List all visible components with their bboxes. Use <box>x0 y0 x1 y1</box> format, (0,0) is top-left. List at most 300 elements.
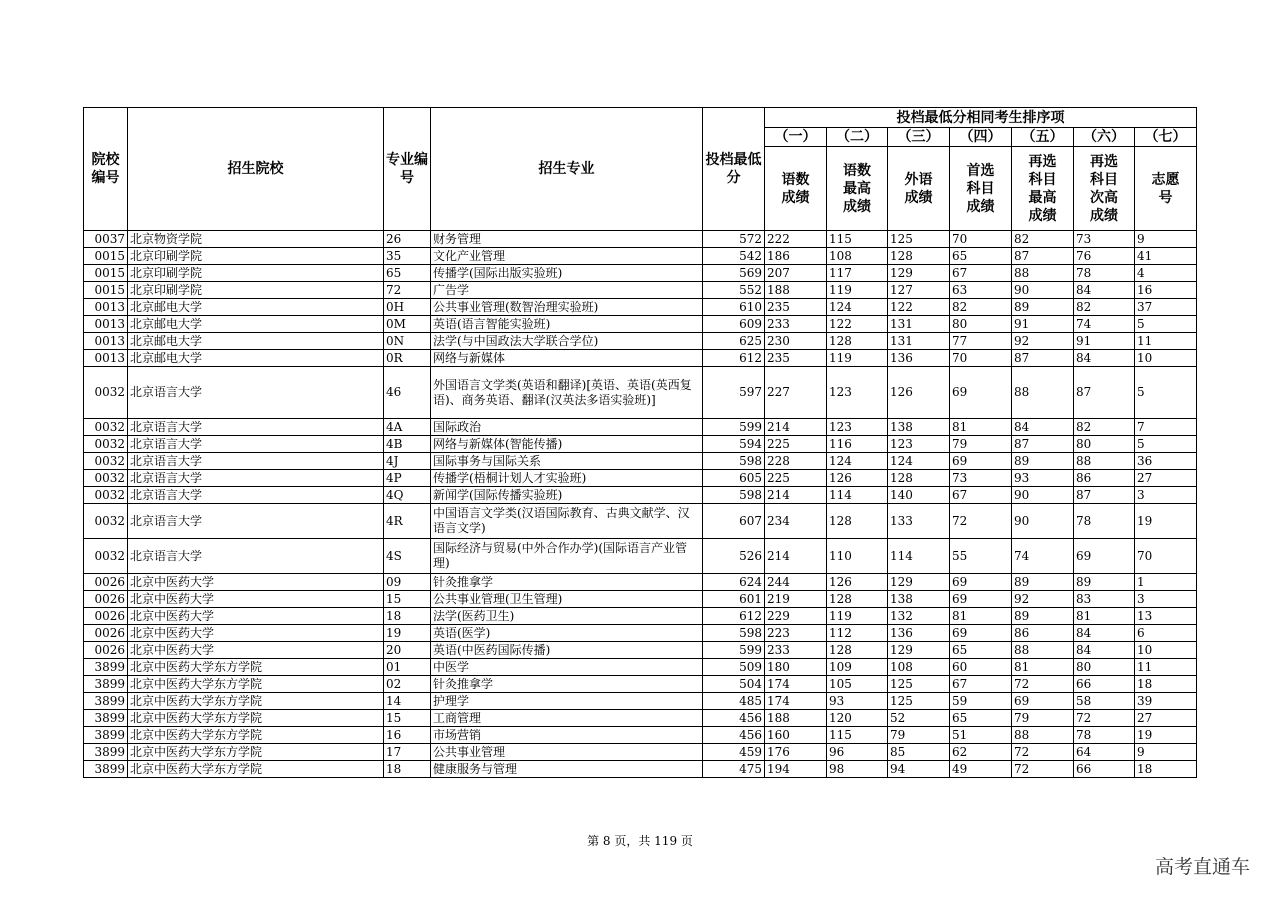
college-cell: 北京语言大学 <box>128 487 384 504</box>
major-cell: 法学(医药卫生) <box>431 608 703 625</box>
major-code-cell: 0N <box>384 333 431 350</box>
major-code-cell: 18 <box>384 608 431 625</box>
min-score-cell: 624 <box>703 574 765 591</box>
table-row <box>84 693 1197 710</box>
header-order: （二） <box>827 128 888 147</box>
major-cell: 公共事业管理(数智治理实验班) <box>431 299 703 316</box>
criterion-1-cell: 180 <box>765 659 827 676</box>
criterion-3-cell: 129 <box>888 574 950 591</box>
criterion-2-cell: 120 <box>827 710 888 727</box>
criterion-7-cell: 6 <box>1135 625 1197 642</box>
criterion-5-cell: 90 <box>1012 487 1074 504</box>
criterion-2-cell: 115 <box>827 727 888 744</box>
criterion-2-cell: 108 <box>827 248 888 265</box>
criterion-5-cell: 88 <box>1012 727 1074 744</box>
major-code-cell: 0R <box>384 350 431 367</box>
college-code-cell: 0032 <box>84 436 128 453</box>
criterion-7-cell: 3 <box>1135 487 1197 504</box>
major-cell: 英语(中医药国际传播) <box>431 642 703 659</box>
criterion-6-cell: 78 <box>1074 265 1135 282</box>
college-code-cell: 0026 <box>84 642 128 659</box>
college-code-cell: 0013 <box>84 333 128 350</box>
header-order: （七） <box>1135 128 1197 147</box>
table-row <box>84 333 1197 350</box>
criterion-7-cell: 11 <box>1135 659 1197 676</box>
major-code-cell: 15 <box>384 591 431 608</box>
criterion-4-cell: 69 <box>950 625 1012 642</box>
college-cell: 北京语言大学 <box>128 453 384 470</box>
major-code-cell: 02 <box>384 676 431 693</box>
criterion-7-cell: 18 <box>1135 761 1197 778</box>
college-cell: 北京中医药大学东方学院 <box>128 761 384 778</box>
criterion-4-cell: 81 <box>950 419 1012 436</box>
min-score-cell: 594 <box>703 436 765 453</box>
criterion-4-cell: 55 <box>950 539 1012 574</box>
min-score-cell: 610 <box>703 299 765 316</box>
min-score-cell: 598 <box>703 453 765 470</box>
criterion-2-cell: 122 <box>827 316 888 333</box>
table-row <box>84 761 1197 778</box>
table-row <box>84 316 1197 333</box>
criterion-7-cell: 10 <box>1135 642 1197 659</box>
criterion-1-cell: 194 <box>765 761 827 778</box>
criterion-5-cell: 89 <box>1012 574 1074 591</box>
major-cell: 网络与新媒体 <box>431 350 703 367</box>
major-code-cell: 4A <box>384 419 431 436</box>
criterion-4-cell: 65 <box>950 248 1012 265</box>
college-cell: 北京中医药大学东方学院 <box>128 659 384 676</box>
college-cell: 北京印刷学院 <box>128 265 384 282</box>
criterion-4-cell: 77 <box>950 333 1012 350</box>
criterion-1-cell: 188 <box>765 710 827 727</box>
min-score-cell: 625 <box>703 333 765 350</box>
college-cell: 北京语言大学 <box>128 539 384 574</box>
criterion-3-cell: 138 <box>888 591 950 608</box>
criterion-3-cell: 131 <box>888 316 950 333</box>
college-cell: 北京邮电大学 <box>128 299 384 316</box>
criterion-2-cell: 98 <box>827 761 888 778</box>
college-cell: 北京中医药大学 <box>128 608 384 625</box>
college-code-cell: 0013 <box>84 299 128 316</box>
criterion-7-cell: 10 <box>1135 350 1197 367</box>
min-score-cell: 572 <box>703 231 765 248</box>
criterion-2-cell: 117 <box>827 265 888 282</box>
criterion-5-cell: 87 <box>1012 350 1074 367</box>
criterion-7-cell: 13 <box>1135 608 1197 625</box>
criterion-1-cell: 233 <box>765 642 827 659</box>
min-score-cell: 605 <box>703 470 765 487</box>
criterion-1-cell: 174 <box>765 676 827 693</box>
criterion-2-cell: 124 <box>827 299 888 316</box>
min-score-cell: 552 <box>703 282 765 299</box>
criterion-6-cell: 78 <box>1074 504 1135 539</box>
criterion-5-cell: 87 <box>1012 248 1074 265</box>
header-criterion: 再选科目次高成绩 <box>1074 147 1135 231</box>
criterion-3-cell: 108 <box>888 659 950 676</box>
major-code-cell: 4J <box>384 453 431 470</box>
college-code-cell: 0013 <box>84 350 128 367</box>
major-cell: 国际政治 <box>431 419 703 436</box>
criterion-1-cell: 214 <box>765 539 827 574</box>
criterion-5-cell: 88 <box>1012 642 1074 659</box>
criterion-1-cell: 228 <box>765 453 827 470</box>
college-code-cell: 3899 <box>84 727 128 744</box>
criterion-3-cell: 128 <box>888 470 950 487</box>
major-cell: 针灸推拿学 <box>431 574 703 591</box>
major-code-cell: 4R <box>384 504 431 539</box>
college-cell: 北京中医药大学 <box>128 625 384 642</box>
table-row <box>84 625 1197 642</box>
min-score-cell: 509 <box>703 659 765 676</box>
college-cell: 北京中医药大学东方学院 <box>128 727 384 744</box>
table-row <box>84 659 1197 676</box>
criterion-1-cell: 235 <box>765 299 827 316</box>
table-row <box>84 642 1197 659</box>
college-code-cell: 3899 <box>84 676 128 693</box>
college-cell: 北京语言大学 <box>128 436 384 453</box>
criterion-3-cell: 129 <box>888 265 950 282</box>
major-code-cell: 15 <box>384 710 431 727</box>
criterion-6-cell: 86 <box>1074 470 1135 487</box>
min-score-cell: 607 <box>703 504 765 539</box>
criterion-3-cell: 122 <box>888 299 950 316</box>
major-code-cell: 26 <box>384 231 431 248</box>
college-cell: 北京邮电大学 <box>128 350 384 367</box>
criterion-5-cell: 72 <box>1012 676 1074 693</box>
criterion-5-cell: 90 <box>1012 504 1074 539</box>
criterion-4-cell: 49 <box>950 761 1012 778</box>
college-cell: 北京语言大学 <box>128 470 384 487</box>
criterion-1-cell: 214 <box>765 419 827 436</box>
criterion-3-cell: 140 <box>888 487 950 504</box>
header-order: （四） <box>950 128 1012 147</box>
criterion-6-cell: 73 <box>1074 231 1135 248</box>
major-code-cell: 0H <box>384 299 431 316</box>
min-score-cell: 459 <box>703 744 765 761</box>
criterion-2-cell: 96 <box>827 744 888 761</box>
major-cell: 法学(与中国政法大学联合学位) <box>431 333 703 350</box>
criterion-6-cell: 88 <box>1074 453 1135 470</box>
table-row <box>84 710 1197 727</box>
major-code-cell: 16 <box>384 727 431 744</box>
criterion-3-cell: 138 <box>888 419 950 436</box>
college-code-cell: 0026 <box>84 591 128 608</box>
major-code-cell: 4S <box>384 539 431 574</box>
college-code-cell: 0026 <box>84 625 128 642</box>
min-score-cell: 599 <box>703 419 765 436</box>
header-order: （三） <box>888 128 950 147</box>
criterion-3-cell: 124 <box>888 453 950 470</box>
criterion-6-cell: 80 <box>1074 659 1135 676</box>
criterion-5-cell: 89 <box>1012 299 1074 316</box>
major-code-cell: 01 <box>384 659 431 676</box>
criterion-1-cell: 233 <box>765 316 827 333</box>
major-code-cell: 17 <box>384 744 431 761</box>
college-code-cell: 0015 <box>84 265 128 282</box>
major-cell: 文化产业管理 <box>431 248 703 265</box>
criterion-7-cell: 7 <box>1135 419 1197 436</box>
criterion-4-cell: 81 <box>950 608 1012 625</box>
major-cell: 传播学(梧桐计划人才实验班) <box>431 470 703 487</box>
college-code-cell: 0015 <box>84 282 128 299</box>
header-major-code: 专业编号 <box>384 108 431 231</box>
major-code-cell: 14 <box>384 693 431 710</box>
criterion-6-cell: 84 <box>1074 642 1135 659</box>
criterion-2-cell: 119 <box>827 282 888 299</box>
criterion-4-cell: 59 <box>950 693 1012 710</box>
table-row <box>84 727 1197 744</box>
college-cell: 北京中医药大学 <box>128 591 384 608</box>
college-code-cell: 3899 <box>84 659 128 676</box>
header-order: （一） <box>765 128 827 147</box>
table-row <box>84 299 1197 316</box>
table-row <box>84 265 1197 282</box>
min-score-cell: 475 <box>703 761 765 778</box>
college-cell: 北京中医药大学东方学院 <box>128 710 384 727</box>
criterion-5-cell: 81 <box>1012 659 1074 676</box>
criterion-4-cell: 82 <box>950 299 1012 316</box>
header-criterion: 志愿号 <box>1135 147 1197 231</box>
criterion-2-cell: 128 <box>827 642 888 659</box>
criterion-1-cell: 235 <box>765 350 827 367</box>
college-cell: 北京印刷学院 <box>128 282 384 299</box>
college-cell: 北京中医药大学 <box>128 642 384 659</box>
criterion-7-cell: 19 <box>1135 504 1197 539</box>
criterion-7-cell: 27 <box>1135 470 1197 487</box>
criterion-1-cell: 227 <box>765 367 827 419</box>
table-row <box>84 504 1197 539</box>
college-code-cell: 0032 <box>84 419 128 436</box>
college-code-cell: 0032 <box>84 539 128 574</box>
college-code-cell: 3899 <box>84 710 128 727</box>
major-cell: 英语(医学) <box>431 625 703 642</box>
min-score-cell: 599 <box>703 642 765 659</box>
criterion-2-cell: 128 <box>827 333 888 350</box>
criterion-2-cell: 115 <box>827 231 888 248</box>
criterion-1-cell: 176 <box>765 744 827 761</box>
criterion-4-cell: 67 <box>950 487 1012 504</box>
major-code-cell: 35 <box>384 248 431 265</box>
criterion-6-cell: 72 <box>1074 710 1135 727</box>
criterion-5-cell: 93 <box>1012 470 1074 487</box>
criterion-7-cell: 70 <box>1135 539 1197 574</box>
header-order: （六） <box>1074 128 1135 147</box>
college-code-cell: 0032 <box>84 487 128 504</box>
criterion-1-cell: 207 <box>765 265 827 282</box>
table-row <box>84 591 1197 608</box>
header-college: 招生院校 <box>128 108 384 231</box>
criterion-5-cell: 90 <box>1012 282 1074 299</box>
criterion-7-cell: 16 <box>1135 282 1197 299</box>
criterion-5-cell: 88 <box>1012 367 1074 419</box>
page-footer: 第 8 页，共 119 页 <box>587 834 693 848</box>
criterion-6-cell: 87 <box>1074 487 1135 504</box>
criterion-4-cell: 63 <box>950 282 1012 299</box>
criterion-1-cell: 223 <box>765 625 827 642</box>
criterion-3-cell: 52 <box>888 710 950 727</box>
criterion-2-cell: 124 <box>827 453 888 470</box>
watermark: 高考直通车 <box>1154 856 1250 878</box>
major-cell: 市场营销 <box>431 727 703 744</box>
table-row <box>84 744 1197 761</box>
criterion-7-cell: 5 <box>1135 367 1197 419</box>
min-score-cell: 504 <box>703 676 765 693</box>
major-cell: 英语(语言智能实验班) <box>431 316 703 333</box>
criterion-4-cell: 69 <box>950 367 1012 419</box>
header-major: 招生专业 <box>431 108 703 231</box>
college-code-cell: 0026 <box>84 608 128 625</box>
table-row <box>84 453 1197 470</box>
criterion-4-cell: 67 <box>950 265 1012 282</box>
header-college-code: 院校编号 <box>84 108 128 231</box>
table-row <box>84 539 1197 574</box>
criterion-3-cell: 131 <box>888 333 950 350</box>
criterion-3-cell: 128 <box>888 248 950 265</box>
criterion-5-cell: 72 <box>1012 744 1074 761</box>
major-code-cell: 46 <box>384 367 431 419</box>
criterion-6-cell: 84 <box>1074 625 1135 642</box>
criterion-5-cell: 74 <box>1012 539 1074 574</box>
header-criterion: 再选科目最高成绩 <box>1012 147 1074 231</box>
criterion-6-cell: 80 <box>1074 436 1135 453</box>
criterion-5-cell: 87 <box>1012 436 1074 453</box>
criterion-3-cell: 79 <box>888 727 950 744</box>
major-cell: 中国语言文学类(汉语国际教育、古典文献学、汉语言文学) <box>431 504 703 539</box>
major-cell: 新闻学(国际传播实验班) <box>431 487 703 504</box>
criterion-2-cell: 114 <box>827 487 888 504</box>
major-cell: 针灸推拿学 <box>431 676 703 693</box>
college-cell: 北京语言大学 <box>128 504 384 539</box>
criterion-6-cell: 66 <box>1074 761 1135 778</box>
min-score-cell: 612 <box>703 350 765 367</box>
college-cell: 北京语言大学 <box>128 419 384 436</box>
college-code-cell: 3899 <box>84 693 128 710</box>
header-criterion: 外语成绩 <box>888 147 950 231</box>
header-criterion: 语数成绩 <box>765 147 827 231</box>
criterion-7-cell: 4 <box>1135 265 1197 282</box>
criterion-5-cell: 79 <box>1012 710 1074 727</box>
min-score-cell: 612 <box>703 608 765 625</box>
table-row <box>84 367 1197 419</box>
college-cell: 北京中医药大学东方学院 <box>128 693 384 710</box>
major-cell: 财务管理 <box>431 231 703 248</box>
criterion-4-cell: 79 <box>950 436 1012 453</box>
criterion-4-cell: 67 <box>950 676 1012 693</box>
header-order: （五） <box>1012 128 1074 147</box>
criterion-3-cell: 129 <box>888 642 950 659</box>
criterion-6-cell: 81 <box>1074 608 1135 625</box>
min-score-cell: 485 <box>703 693 765 710</box>
college-cell: 北京邮电大学 <box>128 316 384 333</box>
criterion-6-cell: 58 <box>1074 693 1135 710</box>
college-cell: 北京语言大学 <box>128 367 384 419</box>
criterion-6-cell: 78 <box>1074 727 1135 744</box>
college-cell: 北京印刷学院 <box>128 248 384 265</box>
criterion-5-cell: 91 <box>1012 316 1074 333</box>
major-code-cell: 4P <box>384 470 431 487</box>
criterion-2-cell: 123 <box>827 419 888 436</box>
college-code-cell: 3899 <box>84 744 128 761</box>
criterion-2-cell: 109 <box>827 659 888 676</box>
header-min-score: 投档最低分 <box>703 108 765 231</box>
min-score-cell: 542 <box>703 248 765 265</box>
min-score-cell: 601 <box>703 591 765 608</box>
min-score-cell: 598 <box>703 487 765 504</box>
major-cell: 国际经济与贸易(中外合作办学)(国际语言产业管理) <box>431 539 703 574</box>
major-code-cell: 72 <box>384 282 431 299</box>
criterion-7-cell: 11 <box>1135 333 1197 350</box>
criterion-4-cell: 70 <box>950 350 1012 367</box>
major-cell: 中医学 <box>431 659 703 676</box>
criterion-1-cell: 234 <box>765 504 827 539</box>
major-cell: 国际事务与国际关系 <box>431 453 703 470</box>
table-row <box>84 487 1197 504</box>
major-code-cell: 4Q <box>384 487 431 504</box>
criterion-4-cell: 69 <box>950 591 1012 608</box>
criterion-6-cell: 84 <box>1074 350 1135 367</box>
admission-score-table <box>83 107 1197 778</box>
table-row <box>84 419 1197 436</box>
table-row <box>84 248 1197 265</box>
criterion-6-cell: 64 <box>1074 744 1135 761</box>
criterion-2-cell: 128 <box>827 504 888 539</box>
major-code-cell: 4B <box>384 436 431 453</box>
criterion-2-cell: 128 <box>827 591 888 608</box>
criterion-6-cell: 89 <box>1074 574 1135 591</box>
major-cell: 公共事业管理(卫生管理) <box>431 591 703 608</box>
criterion-6-cell: 91 <box>1074 333 1135 350</box>
criterion-4-cell: 51 <box>950 727 1012 744</box>
criterion-2-cell: 105 <box>827 676 888 693</box>
criterion-6-cell: 66 <box>1074 676 1135 693</box>
criterion-5-cell: 88 <box>1012 265 1074 282</box>
criterion-4-cell: 69 <box>950 574 1012 591</box>
criterion-3-cell: 133 <box>888 504 950 539</box>
criterion-2-cell: 123 <box>827 367 888 419</box>
criterion-3-cell: 125 <box>888 231 950 248</box>
criterion-1-cell: 222 <box>765 231 827 248</box>
criterion-2-cell: 126 <box>827 470 888 487</box>
college-code-cell: 0032 <box>84 367 128 419</box>
major-cell: 健康服务与管理 <box>431 761 703 778</box>
college-cell: 北京中医药大学 <box>128 574 384 591</box>
criterion-2-cell: 119 <box>827 608 888 625</box>
major-cell: 传播学(国际出版实验班) <box>431 265 703 282</box>
header-criterion: 首选科目成绩 <box>950 147 1012 231</box>
criterion-4-cell: 73 <box>950 470 1012 487</box>
college-cell: 北京邮电大学 <box>128 333 384 350</box>
criterion-1-cell: 244 <box>765 574 827 591</box>
table-row <box>84 231 1197 248</box>
criterion-2-cell: 116 <box>827 436 888 453</box>
college-code-cell: 0013 <box>84 316 128 333</box>
criterion-4-cell: 65 <box>950 642 1012 659</box>
criterion-4-cell: 70 <box>950 231 1012 248</box>
criterion-1-cell: 219 <box>765 591 827 608</box>
criterion-3-cell: 136 <box>888 625 950 642</box>
criterion-2-cell: 126 <box>827 574 888 591</box>
criterion-1-cell: 160 <box>765 727 827 744</box>
criterion-1-cell: 225 <box>765 470 827 487</box>
table-row <box>84 608 1197 625</box>
criterion-6-cell: 82 <box>1074 299 1135 316</box>
criterion-2-cell: 93 <box>827 693 888 710</box>
college-code-cell: 3899 <box>84 761 128 778</box>
table-row <box>84 676 1197 693</box>
criterion-4-cell: 69 <box>950 453 1012 470</box>
criterion-3-cell: 123 <box>888 436 950 453</box>
min-score-cell: 456 <box>703 710 765 727</box>
